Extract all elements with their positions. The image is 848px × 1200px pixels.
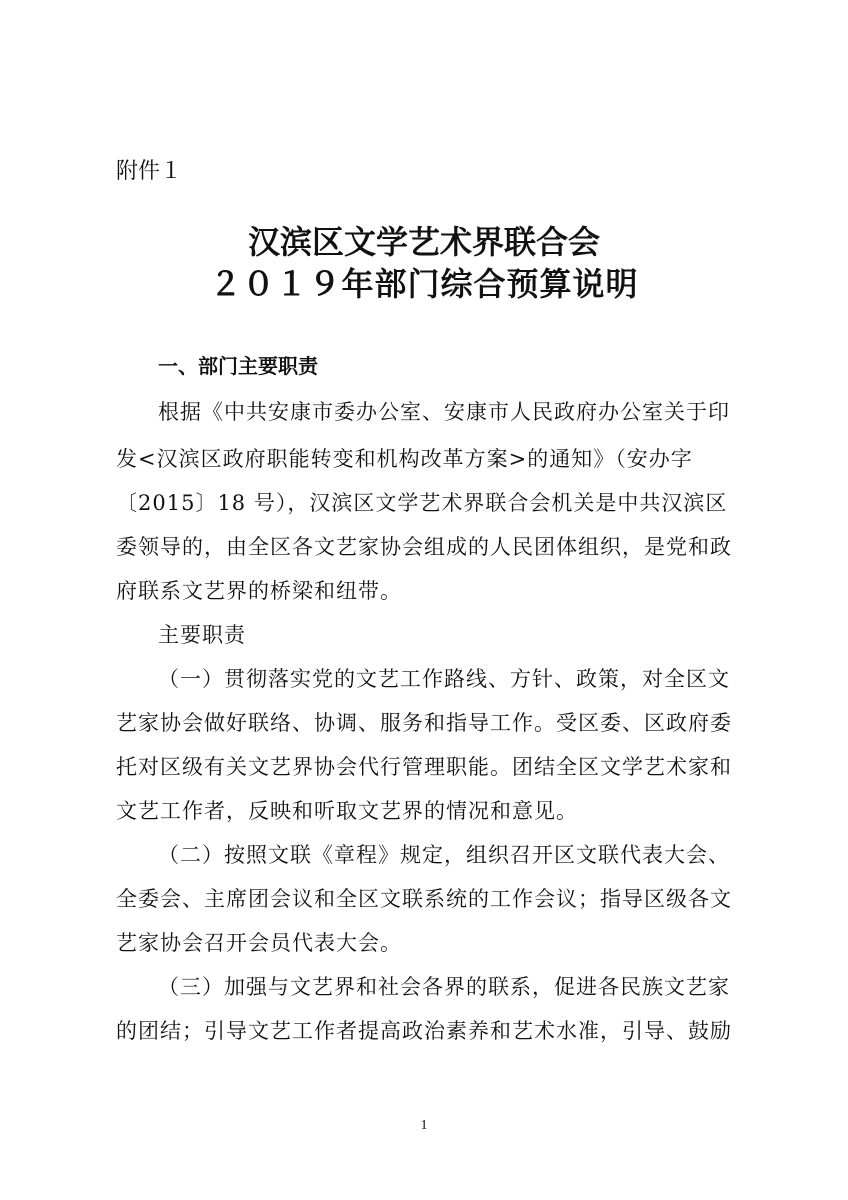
duties-label: 主要职责 <box>158 623 246 647</box>
paragraph-line: 根据《中共安康市委办公室、安康市人民政府办公室关于印 <box>158 400 730 424</box>
document-title-line2: ２０１９年部门综合预算说明 <box>209 265 639 303</box>
paragraph-line: （二）按照文联《章程》规定，组织召开区文联代表大会、 <box>158 843 730 867</box>
paragraph-line: 〔2015〕18 号），汉滨区文学艺术界联合会机关是中共汉滨区 <box>116 491 728 515</box>
paragraph-line: 全委会、主席团会议和全区文联系统的工作会议；指导区级各文 <box>116 887 732 911</box>
paragraph-line: 文艺工作者，反映和听取文艺界的情况和意见。 <box>116 799 578 823</box>
paragraph-line: （三）加强与文艺界和社会各界的联系，促进各民族文艺家 <box>158 975 730 999</box>
section-heading: 一、部门主要职责 <box>158 354 318 378</box>
paragraph-line: 艺家协会召开会员代表大会。 <box>116 931 402 955</box>
document-title-line1: 汉滨区文学艺术界联合会 <box>247 223 600 261</box>
attachment-label: 附件１ <box>116 159 183 184</box>
paragraph-line: 委领导的，由全区各文艺家协会组成的人民团体组织，是党和政 <box>116 535 732 559</box>
page-number: 1 <box>420 1118 428 1133</box>
paragraph-line: 发<汉滨区政府职能转变和机构改革方案>的通知》（安办字 <box>116 447 693 471</box>
paragraph-line: 托对区级有关文艺界协会代行管理职能。团结全区文学艺术家和 <box>116 755 732 779</box>
paragraph-line: 的团结；引导文艺工作者提高政治素养和艺术水准，引导、鼓励 <box>116 1019 732 1043</box>
paragraph-line: 府联系文艺界的桥梁和纽带。 <box>116 579 402 603</box>
paragraph-line: （一）贯彻落实党的文艺工作路线、方针、政策，对全区文 <box>158 667 730 691</box>
paragraph-line: 艺家协会做好联络、协调、服务和指导工作。受区委、区政府委 <box>116 711 732 735</box>
